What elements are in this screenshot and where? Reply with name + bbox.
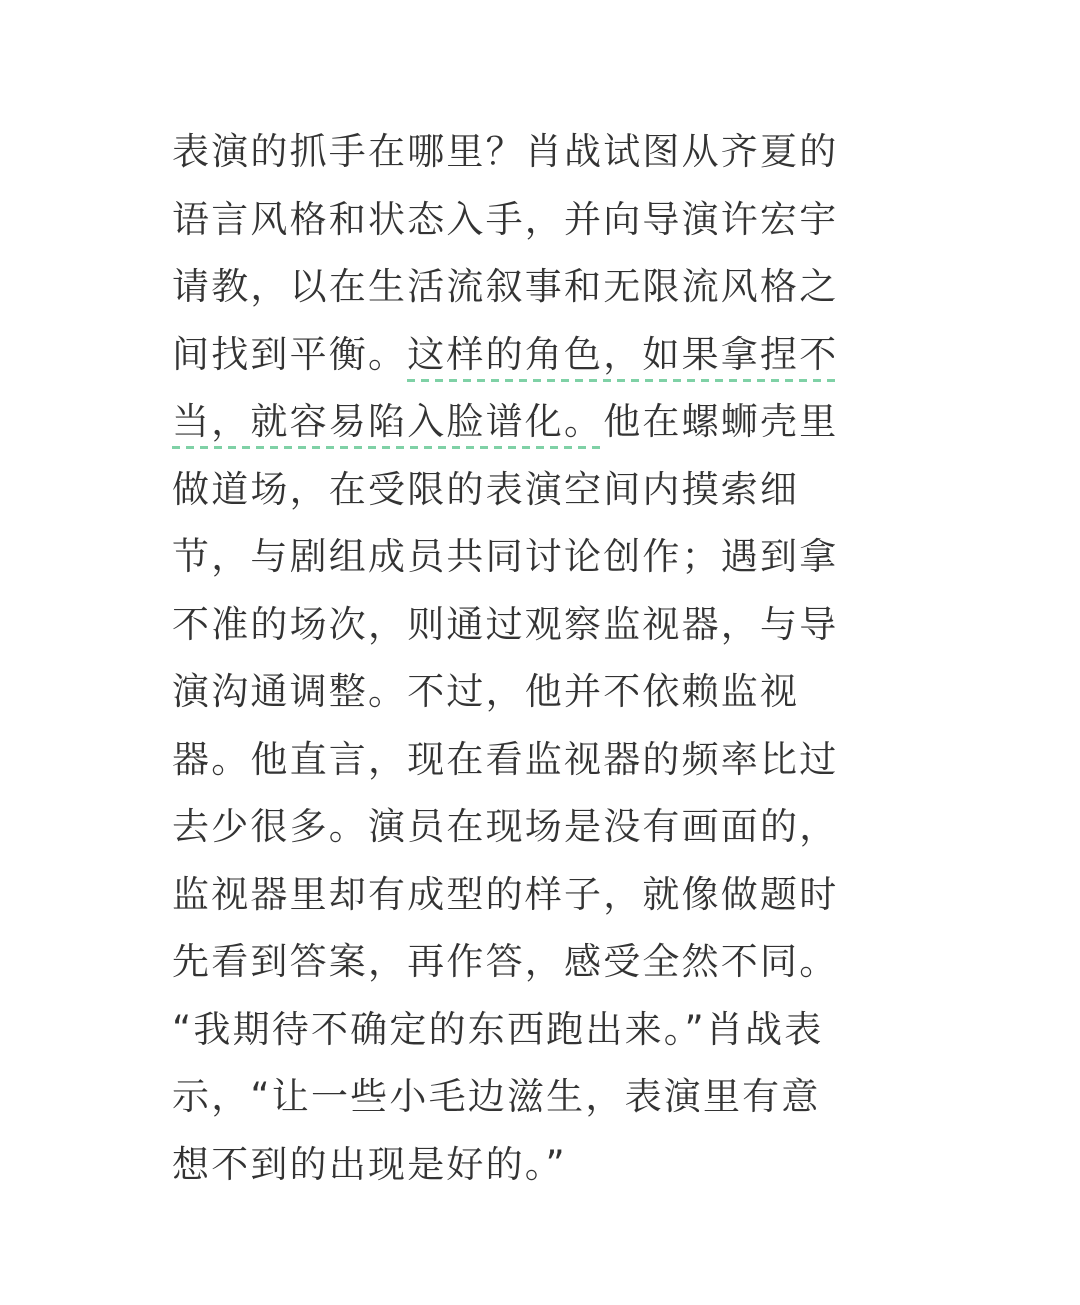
line-text: 演沟通调整。不过，他并不依赖监视 (172, 670, 800, 713)
article-line (172, 253, 917, 321)
article-line (172, 1131, 917, 1199)
line-text: 器。他直言，现在看监视器的频率比过 (172, 737, 839, 781)
line-text: 示，“让一些小毛边滋生，表演里有意 (172, 1075, 821, 1118)
line-text: 他在螺蛳壳里 (603, 400, 839, 443)
highlighted-sentence[interactable]: 这样的角色，如果拿捏不 (407, 333, 838, 382)
article-line (172, 388, 917, 456)
line-text: 间找到平衡。 (172, 332, 408, 376)
article-line (172, 793, 917, 861)
line-text: 表演的抓手在哪里？肖战试图从齐夏的 (172, 130, 839, 173)
article-line (172, 726, 917, 794)
line-text: 语言风格和状态入手，并向导演许宏宇 (172, 197, 839, 241)
article-line (172, 523, 917, 591)
line-text: 去少很多。演员在现场是没有画面的， (172, 805, 839, 848)
article-line (172, 456, 917, 524)
article-line (172, 1063, 917, 1131)
article-body (172, 118, 917, 1198)
article-line (172, 928, 917, 996)
article-line (172, 996, 917, 1064)
line-text: 请教，以在生活流叙事和无限流风格之 (172, 265, 839, 308)
article-line (172, 861, 917, 929)
line-text: 不准的场次，则通过观察监视器，与导 (172, 602, 839, 646)
article-line (172, 186, 917, 254)
line-text: 先看到答案，再作答，感受全然不同。 (172, 940, 839, 983)
article-line (172, 118, 917, 186)
line-text: 想不到的出现是好的。” (172, 1142, 567, 1186)
line-text: 监视器里却有成型的样子，就像做题时 (172, 872, 839, 916)
line-text: 节，与剧组成员共同讨论创作；遇到拿 (172, 535, 839, 578)
line-text: 做道场，在受限的表演空间内摸索细 (172, 467, 800, 511)
highlighted-sentence-continued[interactable]: 当，就容易陷入脸谱化。 (172, 400, 603, 449)
line-text: “我期待不确定的东西跑出来。”肖战表 (172, 1007, 824, 1051)
article-line (172, 658, 917, 726)
article-line (172, 591, 917, 659)
article-line (172, 321, 917, 389)
